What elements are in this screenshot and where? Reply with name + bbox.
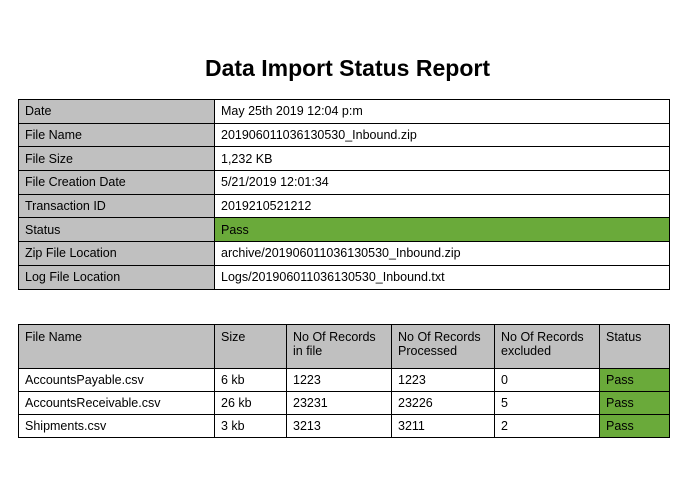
status-badge: Pass [600,369,670,392]
cell-file-name: AccountsReceivable.csv [19,392,215,415]
cell-file-name: AccountsPayable.csv [19,369,215,392]
summary-label: Transaction ID [19,194,215,218]
summary-label: File Name [19,123,215,147]
column-header-records-processed [392,325,495,369]
summary-value: Logs/201906011036130530_Inbound.txt [215,265,670,289]
column-header-records-in-file [287,325,392,369]
summary-value: 5/21/2019 12:01:34 [215,171,670,195]
table-row [19,369,670,392]
cell-records-processed: 23226 [392,392,495,415]
header-line: in file [293,344,323,358]
summary-label: Status [19,218,215,242]
summary-row-file-size [19,147,670,171]
cell-records-in-file: 23231 [287,392,392,415]
cell-records-processed: 1223 [392,369,495,392]
cell-records-excluded: 0 [495,369,600,392]
cell-size: 3 kb [215,415,287,438]
cell-records-in-file: 1223 [287,369,392,392]
summary-value: 1,232 KB [215,147,670,171]
summary-label: Log File Location [19,265,215,289]
summary-row-file-creation-date [19,171,670,195]
summary-value: 201906011036130530_Inbound.zip [215,123,670,147]
table-row [19,415,670,438]
summary-row-log-location [19,265,670,289]
summary-table [18,99,670,290]
cell-records-processed: 3211 [392,415,495,438]
column-header-records-excluded [495,325,600,369]
cell-records-excluded: 2 [495,415,600,438]
summary-label: Date [19,100,215,124]
cell-records-in-file: 3213 [287,415,392,438]
summary-label: Zip File Location [19,242,215,266]
header-line: excluded [501,344,552,358]
cell-records-excluded: 5 [495,392,600,415]
summary-label: File Size [19,147,215,171]
header-line: Processed [398,344,458,358]
summary-label: File Creation Date [19,171,215,195]
header-line: No Of Records [293,330,376,344]
header-line: No Of Records [398,330,481,344]
status-badge: Pass [600,415,670,438]
cell-file-name: Shipments.csv [19,415,215,438]
status-badge: Pass [215,218,670,242]
summary-row-date [19,100,670,124]
header-line: No Of Records [501,330,584,344]
table-row [19,392,670,415]
report-title: Data Import Status Report [205,55,490,81]
summary-row-zip-location [19,242,670,266]
column-header-status: Status [600,325,670,369]
files-table [18,324,670,438]
summary-value: 2019210521212 [215,194,670,218]
summary-row-transaction-id [19,194,670,218]
column-header-size: Size [215,325,287,369]
column-header-file-name: File Name [19,325,215,369]
status-badge: Pass [600,392,670,415]
cell-size: 6 kb [215,369,287,392]
summary-row-status [19,218,670,242]
files-header-row [19,325,670,369]
summary-row-file-name [19,123,670,147]
summary-value: May 25th 2019 12:04 p:m [215,100,670,124]
summary-value: archive/201906011036130530_Inbound.zip [215,242,670,266]
cell-size: 26 kb [215,392,287,415]
